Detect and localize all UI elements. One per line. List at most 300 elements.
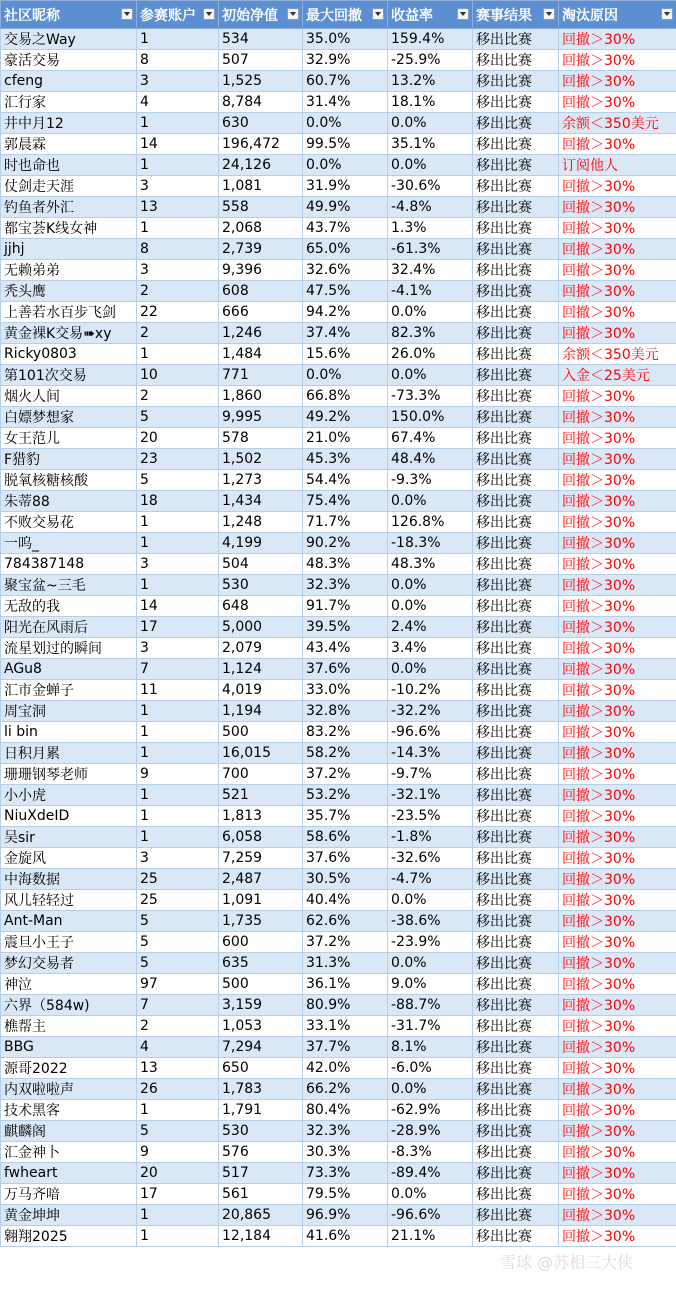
cell-result[interactable]: 移出比赛: [473, 764, 559, 785]
cell-accounts[interactable]: 5: [137, 470, 219, 491]
cell-accounts[interactable]: 1: [137, 722, 219, 743]
cell-elimination-reason[interactable]: 回撤＞30%: [559, 239, 676, 260]
cell-nickname[interactable]: 流星划过的瞬间: [1, 638, 137, 659]
cell-nickname[interactable]: 风儿轻轻过: [1, 890, 137, 911]
cell-return[interactable]: -4.8%: [388, 197, 473, 218]
cell-initial-equity[interactable]: 1,053: [219, 1016, 303, 1037]
cell-initial-equity[interactable]: 9,396: [219, 260, 303, 281]
cell-elimination-reason[interactable]: 回撤＞30%: [559, 764, 676, 785]
cell-nickname[interactable]: 黄金裸K交易➠xy: [1, 323, 137, 344]
cell-return[interactable]: 0.0%: [388, 596, 473, 617]
cell-nickname[interactable]: 麒麟阁: [1, 1121, 137, 1142]
cell-max-drawdown[interactable]: 21.0%: [303, 428, 388, 449]
cell-nickname[interactable]: 烟火人间: [1, 386, 137, 407]
cell-initial-equity[interactable]: 534: [219, 29, 303, 50]
cell-initial-equity[interactable]: 5,000: [219, 617, 303, 638]
cell-nickname[interactable]: 豪活交易: [1, 50, 137, 71]
cell-result[interactable]: 移出比赛: [473, 50, 559, 71]
cell-result[interactable]: 移出比赛: [473, 554, 559, 575]
cell-max-drawdown[interactable]: 33.1%: [303, 1016, 388, 1037]
cell-elimination-reason[interactable]: 回撤＞30%: [559, 1142, 676, 1163]
cell-nickname[interactable]: Ricky0803: [1, 344, 137, 365]
cell-max-drawdown[interactable]: 47.5%: [303, 281, 388, 302]
header-accounts[interactable]: 参赛账户: [137, 1, 219, 29]
cell-initial-equity[interactable]: 666: [219, 302, 303, 323]
cell-max-drawdown[interactable]: 65.0%: [303, 239, 388, 260]
cell-accounts[interactable]: 1: [137, 155, 219, 176]
cell-return[interactable]: -14.3%: [388, 743, 473, 764]
cell-max-drawdown[interactable]: 35.7%: [303, 806, 388, 827]
cell-nickname[interactable]: 一呜_: [1, 533, 137, 554]
cell-max-drawdown[interactable]: 66.8%: [303, 386, 388, 407]
cell-return[interactable]: 0.0%: [388, 953, 473, 974]
cell-initial-equity[interactable]: 196,472: [219, 134, 303, 155]
cell-result[interactable]: 移出比赛: [473, 302, 559, 323]
cell-result[interactable]: 移出比赛: [473, 995, 559, 1016]
cell-nickname[interactable]: 万马齐喑: [1, 1184, 137, 1205]
cell-initial-equity[interactable]: 1,783: [219, 1079, 303, 1100]
cell-return[interactable]: -61.3%: [388, 239, 473, 260]
cell-result[interactable]: 移出比赛: [473, 491, 559, 512]
cell-return[interactable]: 0.0%: [388, 491, 473, 512]
cell-max-drawdown[interactable]: 37.2%: [303, 932, 388, 953]
cell-initial-equity[interactable]: 1,525: [219, 71, 303, 92]
cell-elimination-reason[interactable]: 回撤＞30%: [559, 848, 676, 869]
cell-return[interactable]: -30.6%: [388, 176, 473, 197]
cell-nickname[interactable]: F猎豹: [1, 449, 137, 470]
cell-result[interactable]: 移出比赛: [473, 1184, 559, 1205]
cell-max-drawdown[interactable]: 32.8%: [303, 701, 388, 722]
cell-accounts[interactable]: 20: [137, 428, 219, 449]
cell-nickname[interactable]: 不败交易花: [1, 512, 137, 533]
cell-max-drawdown[interactable]: 37.4%: [303, 323, 388, 344]
cell-nickname[interactable]: 上善若水百步飞剑: [1, 302, 137, 323]
cell-initial-equity[interactable]: 7,259: [219, 848, 303, 869]
cell-result[interactable]: 移出比赛: [473, 743, 559, 764]
cell-max-drawdown[interactable]: 37.6%: [303, 659, 388, 680]
cell-result[interactable]: 移出比赛: [473, 407, 559, 428]
cell-result[interactable]: 移出比赛: [473, 1142, 559, 1163]
cell-initial-equity[interactable]: 500: [219, 722, 303, 743]
cell-return[interactable]: -10.2%: [388, 680, 473, 701]
cell-elimination-reason[interactable]: 回撤＞30%: [559, 785, 676, 806]
cell-result[interactable]: 移出比赛: [473, 323, 559, 344]
cell-initial-equity[interactable]: 1,735: [219, 911, 303, 932]
cell-accounts[interactable]: 3: [137, 848, 219, 869]
cell-accounts[interactable]: 97: [137, 974, 219, 995]
cell-elimination-reason[interactable]: 回撤＞30%: [559, 50, 676, 71]
cell-max-drawdown[interactable]: 80.4%: [303, 1100, 388, 1121]
cell-max-drawdown[interactable]: 15.6%: [303, 344, 388, 365]
cell-nickname[interactable]: 周宝洞: [1, 701, 137, 722]
cell-initial-equity[interactable]: 561: [219, 1184, 303, 1205]
cell-elimination-reason[interactable]: 回撤＞30%: [559, 512, 676, 533]
cell-return[interactable]: -96.6%: [388, 722, 473, 743]
cell-result[interactable]: 移出比赛: [473, 176, 559, 197]
cell-accounts[interactable]: 8: [137, 50, 219, 71]
cell-elimination-reason[interactable]: 余额＜350美元: [559, 344, 676, 365]
cell-max-drawdown[interactable]: 53.2%: [303, 785, 388, 806]
cell-accounts[interactable]: 17: [137, 617, 219, 638]
cell-result[interactable]: 移出比赛: [473, 827, 559, 848]
cell-accounts[interactable]: 1: [137, 806, 219, 827]
cell-result[interactable]: 移出比赛: [473, 344, 559, 365]
cell-max-drawdown[interactable]: 37.6%: [303, 848, 388, 869]
cell-elimination-reason[interactable]: 回撤＞30%: [559, 596, 676, 617]
cell-max-drawdown[interactable]: 66.2%: [303, 1079, 388, 1100]
header-initial-equity[interactable]: 初始净值: [219, 1, 303, 29]
cell-result[interactable]: 移出比赛: [473, 638, 559, 659]
cell-result[interactable]: 移出比赛: [473, 659, 559, 680]
cell-max-drawdown[interactable]: 32.6%: [303, 260, 388, 281]
cell-accounts[interactable]: 8: [137, 239, 219, 260]
cell-initial-equity[interactable]: 8,784: [219, 92, 303, 113]
cell-elimination-reason[interactable]: 回撤＞30%: [559, 806, 676, 827]
cell-nickname[interactable]: AGu8: [1, 659, 137, 680]
cell-result[interactable]: 移出比赛: [473, 1205, 559, 1226]
cell-initial-equity[interactable]: 507: [219, 50, 303, 71]
cell-elimination-reason[interactable]: 回撤＞30%: [559, 323, 676, 344]
cell-return[interactable]: -4.7%: [388, 869, 473, 890]
cell-nickname[interactable]: 白嫖梦想家: [1, 407, 137, 428]
cell-elimination-reason[interactable]: 回撤＞30%: [559, 638, 676, 659]
cell-max-drawdown[interactable]: 32.3%: [303, 1121, 388, 1142]
cell-max-drawdown[interactable]: 30.5%: [303, 869, 388, 890]
cell-elimination-reason[interactable]: 回撤＞30%: [559, 743, 676, 764]
cell-nickname[interactable]: 中海数据: [1, 869, 137, 890]
cell-initial-equity[interactable]: 517: [219, 1163, 303, 1184]
cell-max-drawdown[interactable]: 43.4%: [303, 638, 388, 659]
cell-elimination-reason[interactable]: 回撤＞30%: [559, 407, 676, 428]
cell-nickname[interactable]: 井中月12: [1, 113, 137, 134]
cell-nickname[interactable]: 仗剑走天涯: [1, 176, 137, 197]
cell-initial-equity[interactable]: 1,194: [219, 701, 303, 722]
cell-accounts[interactable]: 25: [137, 890, 219, 911]
cell-nickname[interactable]: 汇行家: [1, 92, 137, 113]
cell-result[interactable]: 移出比赛: [473, 92, 559, 113]
cell-accounts[interactable]: 3: [137, 554, 219, 575]
cell-return[interactable]: -8.3%: [388, 1142, 473, 1163]
cell-initial-equity[interactable]: 650: [219, 1058, 303, 1079]
cell-return[interactable]: 48.3%: [388, 554, 473, 575]
cell-elimination-reason[interactable]: 回撤＞30%: [559, 932, 676, 953]
cell-accounts[interactable]: 1: [137, 1100, 219, 1121]
cell-accounts[interactable]: 5: [137, 407, 219, 428]
cell-elimination-reason[interactable]: 回撤＞30%: [559, 281, 676, 302]
cell-elimination-reason[interactable]: 回撤＞30%: [559, 1226, 676, 1247]
cell-return[interactable]: 8.1%: [388, 1037, 473, 1058]
cell-initial-equity[interactable]: 7,294: [219, 1037, 303, 1058]
cell-initial-equity[interactable]: 24,126: [219, 155, 303, 176]
cell-elimination-reason[interactable]: 回撤＞30%: [559, 869, 676, 890]
cell-result[interactable]: 移出比赛: [473, 134, 559, 155]
cell-return[interactable]: -96.6%: [388, 1205, 473, 1226]
cell-max-drawdown[interactable]: 99.5%: [303, 134, 388, 155]
cell-return[interactable]: -89.4%: [388, 1163, 473, 1184]
cell-result[interactable]: 移出比赛: [473, 1121, 559, 1142]
cell-result[interactable]: 移出比赛: [473, 197, 559, 218]
filter-dropdown-icon[interactable]: [372, 8, 384, 20]
cell-max-drawdown[interactable]: 58.2%: [303, 743, 388, 764]
cell-accounts[interactable]: 3: [137, 638, 219, 659]
cell-accounts[interactable]: 22: [137, 302, 219, 323]
cell-result[interactable]: 移出比赛: [473, 680, 559, 701]
cell-nickname[interactable]: 源哥2022: [1, 1058, 137, 1079]
cell-elimination-reason[interactable]: 回撤＞30%: [559, 197, 676, 218]
cell-max-drawdown[interactable]: 58.6%: [303, 827, 388, 848]
cell-elimination-reason[interactable]: 回撤＞30%: [559, 1016, 676, 1037]
header-max-drawdown[interactable]: 最大回撤: [303, 1, 388, 29]
cell-result[interactable]: 移出比赛: [473, 1058, 559, 1079]
cell-accounts[interactable]: 2: [137, 281, 219, 302]
cell-initial-equity[interactable]: 2,079: [219, 638, 303, 659]
cell-elimination-reason[interactable]: 余额＜350美元: [559, 113, 676, 134]
cell-accounts[interactable]: 5: [137, 953, 219, 974]
cell-nickname[interactable]: 日积月累: [1, 743, 137, 764]
cell-accounts[interactable]: 1: [137, 575, 219, 596]
cell-elimination-reason[interactable]: 回撤＞30%: [559, 953, 676, 974]
cell-return[interactable]: 0.0%: [388, 1079, 473, 1100]
cell-nickname[interactable]: Ant-Man: [1, 911, 137, 932]
cell-nickname[interactable]: 内双啦啦声: [1, 1079, 137, 1100]
cell-initial-equity[interactable]: 4,019: [219, 680, 303, 701]
cell-result[interactable]: 移出比赛: [473, 218, 559, 239]
cell-result[interactable]: 移出比赛: [473, 785, 559, 806]
cell-elimination-reason[interactable]: 回撤＞30%: [559, 911, 676, 932]
cell-initial-equity[interactable]: 12,184: [219, 1226, 303, 1247]
cell-elimination-reason[interactable]: 回撤＞30%: [559, 617, 676, 638]
cell-nickname[interactable]: 珊珊钢琴老师: [1, 764, 137, 785]
cell-return[interactable]: -28.9%: [388, 1121, 473, 1142]
cell-elimination-reason[interactable]: 回撤＞30%: [559, 71, 676, 92]
cell-nickname[interactable]: 脱氧核糖核酸: [1, 470, 137, 491]
cell-result[interactable]: 移出比赛: [473, 365, 559, 386]
cell-return[interactable]: 48.4%: [388, 449, 473, 470]
cell-initial-equity[interactable]: 1,081: [219, 176, 303, 197]
cell-initial-equity[interactable]: 1,246: [219, 323, 303, 344]
cell-accounts[interactable]: 2: [137, 386, 219, 407]
cell-accounts[interactable]: 4: [137, 1037, 219, 1058]
cell-accounts[interactable]: 1: [137, 827, 219, 848]
cell-elimination-reason[interactable]: 回撤＞30%: [559, 827, 676, 848]
cell-max-drawdown[interactable]: 0.0%: [303, 113, 388, 134]
cell-accounts[interactable]: 3: [137, 176, 219, 197]
cell-accounts[interactable]: 7: [137, 659, 219, 680]
cell-accounts[interactable]: 1: [137, 533, 219, 554]
cell-nickname[interactable]: 汇市金蝉子: [1, 680, 137, 701]
cell-nickname[interactable]: NiuXdeID: [1, 806, 137, 827]
cell-max-drawdown[interactable]: 49.9%: [303, 197, 388, 218]
cell-max-drawdown[interactable]: 91.7%: [303, 596, 388, 617]
cell-return[interactable]: 0.0%: [388, 890, 473, 911]
header-result[interactable]: 赛事结果: [473, 1, 559, 29]
cell-return[interactable]: -38.6%: [388, 911, 473, 932]
cell-nickname[interactable]: li bin: [1, 722, 137, 743]
cell-accounts[interactable]: 7: [137, 995, 219, 1016]
cell-return[interactable]: -73.3%: [388, 386, 473, 407]
cell-initial-equity[interactable]: 576: [219, 1142, 303, 1163]
cell-return[interactable]: 21.1%: [388, 1226, 473, 1247]
cell-max-drawdown[interactable]: 94.2%: [303, 302, 388, 323]
cell-result[interactable]: 移出比赛: [473, 575, 559, 596]
cell-return[interactable]: 0.0%: [388, 365, 473, 386]
cell-elimination-reason[interactable]: 回撤＞30%: [559, 260, 676, 281]
cell-result[interactable]: 移出比赛: [473, 848, 559, 869]
cell-result[interactable]: 移出比赛: [473, 701, 559, 722]
cell-elimination-reason[interactable]: 回撤＞30%: [559, 1121, 676, 1142]
cell-return[interactable]: -18.3%: [388, 533, 473, 554]
cell-nickname[interactable]: 樵帮主: [1, 1016, 137, 1037]
cell-accounts[interactable]: 1: [137, 1226, 219, 1247]
header-nickname[interactable]: 社区昵称: [1, 1, 137, 29]
cell-return[interactable]: 67.4%: [388, 428, 473, 449]
cell-nickname[interactable]: 金旋风: [1, 848, 137, 869]
cell-result[interactable]: 移出比赛: [473, 596, 559, 617]
cell-max-drawdown[interactable]: 73.3%: [303, 1163, 388, 1184]
cell-initial-equity[interactable]: 771: [219, 365, 303, 386]
cell-elimination-reason[interactable]: 回撤＞30%: [559, 1100, 676, 1121]
cell-elimination-reason[interactable]: 回撤＞30%: [559, 428, 676, 449]
cell-accounts[interactable]: 1: [137, 113, 219, 134]
cell-max-drawdown[interactable]: 42.0%: [303, 1058, 388, 1079]
cell-accounts[interactable]: 13: [137, 197, 219, 218]
cell-initial-equity[interactable]: 1,124: [219, 659, 303, 680]
cell-max-drawdown[interactable]: 45.3%: [303, 449, 388, 470]
cell-elimination-reason[interactable]: 回撤＞30%: [559, 176, 676, 197]
cell-nickname[interactable]: 汇金神卜: [1, 1142, 137, 1163]
cell-max-drawdown[interactable]: 80.9%: [303, 995, 388, 1016]
filter-dropdown-icon[interactable]: [661, 8, 673, 20]
cell-elimination-reason[interactable]: 回撤＞30%: [559, 218, 676, 239]
cell-result[interactable]: 移出比赛: [473, 29, 559, 50]
cell-result[interactable]: 移出比赛: [473, 806, 559, 827]
cell-accounts[interactable]: 11: [137, 680, 219, 701]
cell-max-drawdown[interactable]: 48.3%: [303, 554, 388, 575]
cell-initial-equity[interactable]: 700: [219, 764, 303, 785]
cell-initial-equity[interactable]: 530: [219, 1121, 303, 1142]
cell-nickname[interactable]: 朱蒂88: [1, 491, 137, 512]
cell-nickname[interactable]: 时也命也: [1, 155, 137, 176]
cell-max-drawdown[interactable]: 37.2%: [303, 764, 388, 785]
cell-elimination-reason[interactable]: 回撤＞30%: [559, 701, 676, 722]
cell-elimination-reason[interactable]: 回撤＞30%: [559, 554, 676, 575]
cell-result[interactable]: 移出比赛: [473, 512, 559, 533]
cell-nickname[interactable]: 第101次交易: [1, 365, 137, 386]
cell-initial-equity[interactable]: 1,813: [219, 806, 303, 827]
cell-elimination-reason[interactable]: 订阅他人: [559, 155, 676, 176]
cell-return[interactable]: 35.1%: [388, 134, 473, 155]
cell-initial-equity[interactable]: 1,248: [219, 512, 303, 533]
cell-nickname[interactable]: 阳光在风雨后: [1, 617, 137, 638]
cell-nickname[interactable]: 女王范儿: [1, 428, 137, 449]
cell-accounts[interactable]: 3: [137, 71, 219, 92]
cell-elimination-reason[interactable]: 回撤＞30%: [559, 974, 676, 995]
cell-return[interactable]: 82.3%: [388, 323, 473, 344]
cell-elimination-reason[interactable]: 回撤＞30%: [559, 680, 676, 701]
cell-return[interactable]: 0.0%: [388, 302, 473, 323]
cell-initial-equity[interactable]: 608: [219, 281, 303, 302]
cell-max-drawdown[interactable]: 79.5%: [303, 1184, 388, 1205]
cell-elimination-reason[interactable]: 回撤＞30%: [559, 722, 676, 743]
cell-result[interactable]: 移出比赛: [473, 1226, 559, 1247]
cell-max-drawdown[interactable]: 43.7%: [303, 218, 388, 239]
cell-initial-equity[interactable]: 1,860: [219, 386, 303, 407]
cell-nickname[interactable]: 无敌的我: [1, 596, 137, 617]
cell-nickname[interactable]: cfeng: [1, 71, 137, 92]
cell-max-drawdown[interactable]: 60.7%: [303, 71, 388, 92]
cell-result[interactable]: 移出比赛: [473, 71, 559, 92]
cell-result[interactable]: 移出比赛: [473, 1163, 559, 1184]
cell-max-drawdown[interactable]: 35.0%: [303, 29, 388, 50]
cell-result[interactable]: 移出比赛: [473, 890, 559, 911]
cell-accounts[interactable]: 2: [137, 323, 219, 344]
cell-result[interactable]: 移出比赛: [473, 1100, 559, 1121]
cell-return[interactable]: -6.0%: [388, 1058, 473, 1079]
cell-accounts[interactable]: 1: [137, 743, 219, 764]
cell-accounts[interactable]: 5: [137, 932, 219, 953]
cell-elimination-reason[interactable]: 回撤＞30%: [559, 575, 676, 596]
cell-nickname[interactable]: 聚宝盆~三毛: [1, 575, 137, 596]
cell-return[interactable]: -9.3%: [388, 470, 473, 491]
cell-nickname[interactable]: 784387148: [1, 554, 137, 575]
cell-result[interactable]: 移出比赛: [473, 113, 559, 134]
filter-dropdown-icon[interactable]: [457, 8, 469, 20]
cell-return[interactable]: 150.0%: [388, 407, 473, 428]
cell-return[interactable]: 13.2%: [388, 71, 473, 92]
cell-initial-equity[interactable]: 1,091: [219, 890, 303, 911]
cell-max-drawdown[interactable]: 39.5%: [303, 617, 388, 638]
cell-elimination-reason[interactable]: 回撤＞30%: [559, 659, 676, 680]
cell-nickname[interactable]: 黄金坤坤: [1, 1205, 137, 1226]
cell-initial-equity[interactable]: 521: [219, 785, 303, 806]
cell-initial-equity[interactable]: 2,739: [219, 239, 303, 260]
cell-initial-equity[interactable]: 1,791: [219, 1100, 303, 1121]
cell-initial-equity[interactable]: 3,159: [219, 995, 303, 1016]
cell-initial-equity[interactable]: 9,995: [219, 407, 303, 428]
cell-initial-equity[interactable]: 504: [219, 554, 303, 575]
cell-nickname[interactable]: 六界（584w): [1, 995, 137, 1016]
cell-elimination-reason[interactable]: 入金＜25美元: [559, 365, 676, 386]
cell-result[interactable]: 移出比赛: [473, 974, 559, 995]
cell-accounts[interactable]: 25: [137, 869, 219, 890]
cell-result[interactable]: 移出比赛: [473, 1037, 559, 1058]
cell-return[interactable]: 126.8%: [388, 512, 473, 533]
cell-nickname[interactable]: 秃头鹰: [1, 281, 137, 302]
cell-initial-equity[interactable]: 635: [219, 953, 303, 974]
cell-elimination-reason[interactable]: 回撤＞30%: [559, 1205, 676, 1226]
cell-nickname[interactable]: 郭晨霖: [1, 134, 137, 155]
cell-accounts[interactable]: 20: [137, 1163, 219, 1184]
cell-result[interactable]: 移出比赛: [473, 260, 559, 281]
cell-max-drawdown[interactable]: 31.4%: [303, 92, 388, 113]
cell-accounts[interactable]: 13: [137, 1058, 219, 1079]
cell-elimination-reason[interactable]: 回撤＞30%: [559, 470, 676, 491]
cell-accounts[interactable]: 1: [137, 512, 219, 533]
cell-max-drawdown[interactable]: 41.6%: [303, 1226, 388, 1247]
cell-elimination-reason[interactable]: 回撤＞30%: [559, 1163, 676, 1184]
cell-elimination-reason[interactable]: 回撤＞30%: [559, 134, 676, 155]
cell-max-drawdown[interactable]: 31.9%: [303, 176, 388, 197]
cell-result[interactable]: 移出比赛: [473, 1016, 559, 1037]
cell-result[interactable]: 移出比赛: [473, 869, 559, 890]
cell-return[interactable]: 26.0%: [388, 344, 473, 365]
cell-return[interactable]: -32.2%: [388, 701, 473, 722]
cell-initial-equity[interactable]: 2,487: [219, 869, 303, 890]
cell-return[interactable]: 18.1%: [388, 92, 473, 113]
cell-result[interactable]: 移出比赛: [473, 911, 559, 932]
cell-max-drawdown[interactable]: 96.9%: [303, 1205, 388, 1226]
cell-initial-equity[interactable]: 500: [219, 974, 303, 995]
